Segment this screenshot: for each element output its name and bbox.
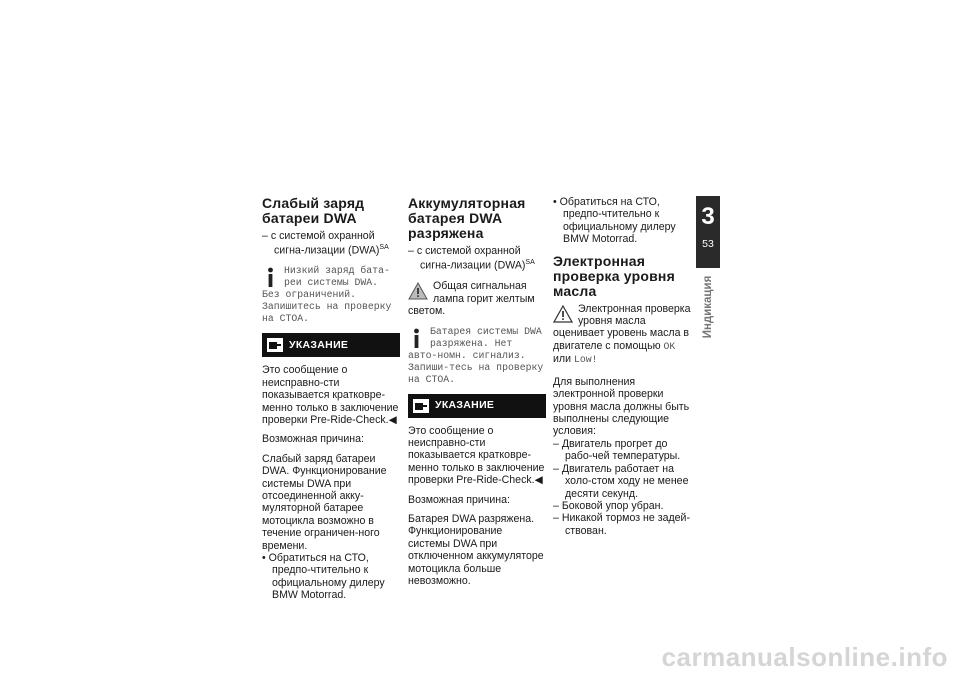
condition-line: – с системой охранной сигна-лизации (DWA)$^{SA}$ (408, 245, 535, 272)
info-icon (262, 266, 279, 288)
info-icon (408, 327, 425, 349)
section-title-dwa-discharged: Аккумуляторная батарея DWA разряжена (408, 195, 526, 241)
condition-item: – Никакой тормоз не задей-ствован. (553, 512, 690, 537)
condition-line: – с системой охранной сигна-лизации (DWA)$^{SA}$ (262, 230, 389, 257)
display-message: Низкий заряд бата-реи системы DWA. Без ограничений. Запишитесь на проверку на СТОА. (262, 265, 392, 325)
note-label: УКАЗАНИЕ (435, 399, 495, 412)
chapter-number: 3 (701, 203, 715, 230)
watermark: carmanualsonline.info (661, 642, 948, 672)
pointing-hand-icon (267, 338, 283, 352)
ok-value: OK (663, 340, 676, 352)
info-message (408, 326, 546, 386)
paragraph: Возможная причина: (262, 433, 364, 446)
display-message: Батарея системы DWA разряжена. Нет авто-номн. сигнализ. Запиши-тесь на проверку на СТОА. (408, 325, 544, 385)
oil-check-intro (553, 303, 691, 366)
paragraph: Батарея DWA разряжена. Функционирование системы DWA при отключенном аккумуляторе мотоцикла больше невозможно. (408, 513, 544, 588)
sa-superscript: SA (379, 244, 389, 252)
or-text: или (553, 352, 574, 365)
paragraph: Возможная причина: (408, 493, 510, 506)
bullet-item: • Обратиться на СТО, предпо-чтительно к официальному дилеру BMW Motorrad. (553, 196, 676, 246)
info-message (262, 265, 400, 325)
low-value: Low! (573, 353, 598, 365)
paragraph: Для выполнения электронной проверки уровня масла должны быть выполнены следующие условия: (553, 375, 690, 438)
warning-triangle-icon (553, 305, 573, 323)
sa-superscript: SA (525, 259, 535, 267)
note-banner (262, 333, 400, 357)
pointing-hand-icon (413, 399, 429, 413)
section-side-label (700, 272, 716, 342)
column-2 (408, 196, 546, 587)
column-1 (262, 196, 400, 602)
section-name: Индикация (702, 275, 714, 339)
page-number: 53 (702, 238, 714, 250)
section-title-dwa-low: Слабый заряд батареи DWA (262, 195, 365, 226)
paragraph: Слабый заряд батареи DWA. Функционирование системы DWA при отсоединенной акку-муляторной батарее мотоцикла возможно в течение ограничен-ного времени. (262, 452, 387, 552)
warning-text: Общая сигнальная лампа горит желтым светом. (408, 280, 535, 318)
chapter-tab (696, 196, 720, 268)
bullet-item: • Обратиться на СТО, предпо-чтительно к официальному дилеру BMW Motorrad. (262, 552, 385, 602)
intro-text: Электронная проверка уровня масла оценивает уровень масла в двигателе с помощью (553, 302, 691, 352)
paragraph: Это сообщение о неисправно-сти показывается кратковре-менно только в заключение проверки Pre-Ride-Check.◀ (262, 364, 399, 426)
paragraph: Это сообщение о неисправно-сти показывается кратковре-менно только в заключение проверки Pre-Ride-Check.◀ (408, 424, 545, 487)
warning-lamp-line (408, 280, 546, 317)
condition-item: – Двигатель работает на холо-стом ходу не менее десяти секунд. (553, 462, 689, 500)
note-label: УКАЗАНИЕ (289, 339, 349, 352)
note-banner (408, 394, 546, 418)
section-title-oil-check: Электронная проверка уровня масла (553, 252, 675, 299)
warning-triangle-icon (408, 282, 428, 300)
column-3 (553, 196, 691, 537)
condition-item: – Боковой упор убран. (553, 499, 664, 512)
condition-item: – Двигатель прогрет до рабо-чей температуры. (553, 437, 681, 463)
